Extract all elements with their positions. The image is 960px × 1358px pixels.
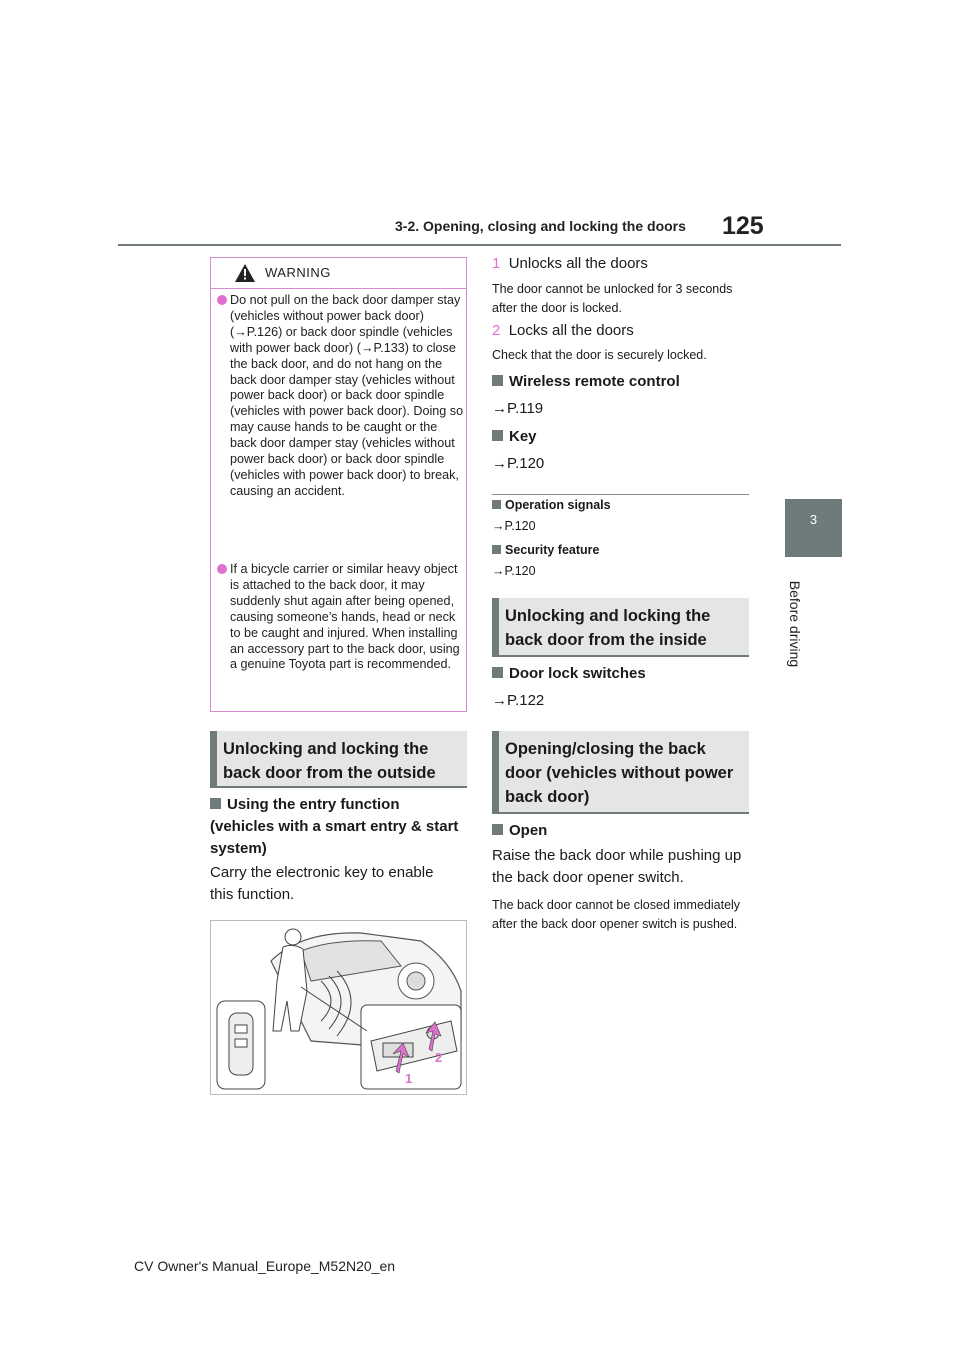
car-back-door-illustration <box>211 921 466 1094</box>
security-feature-heading <box>492 543 599 557</box>
square-bullet-icon <box>492 545 501 554</box>
square-bullet-icon <box>492 500 501 509</box>
divider <box>492 494 749 495</box>
operation-signals-ref[interactable]: →P.120 <box>492 519 536 533</box>
illustration-label-2: 2 <box>435 1050 443 1065</box>
entry-function-heading <box>210 794 467 860</box>
square-bullet-icon <box>492 430 503 441</box>
square-bullet-icon <box>492 667 503 678</box>
warning-header <box>211 258 466 289</box>
door-lock-heading <box>492 663 646 685</box>
step-number: 1 <box>492 255 501 272</box>
running-header-section: 3-2. Opening, closing and locking the doors <box>395 218 686 234</box>
open-text: Raise the back door while pushing up the back door opener switch. <box>492 847 742 886</box>
section-heading-opening: Opening/closing the back door (vehicles without power back door) <box>492 731 749 814</box>
chapter-label-text: Before driving <box>787 580 803 668</box>
square-bullet-icon <box>492 375 503 386</box>
bullet-icon <box>217 295 227 305</box>
header-rule <box>118 244 841 246</box>
square-bullet-icon <box>210 798 221 809</box>
step-2 <box>492 320 634 342</box>
step-1-note: The door cannot be unlocked for 3 seconds after the door is locked. <box>492 282 733 315</box>
open-heading-text: Open <box>509 822 548 839</box>
warning-item-text: Do not pull on the back door damper stay (vehicles without power back door) (→P.126) or back door spindle (vehicles with power back door) (→P.133) to close the back door, and do not hang on the back door damper stay (vehicles without power back door) or back door spindle (vehicles with power back door). Doing so may cause hands to be caught or the back door damper stay (vehicles without power back door) or back door spindle (vehicles with power back door) to break, causing an accident. <box>230 293 464 498</box>
warning-triangle-icon <box>235 264 255 282</box>
wireless-heading-text: Wireless remote control <box>509 373 680 390</box>
entry-function-heading-text: Using the entry function (vehicles with a smart entry & start system) <box>210 796 459 857</box>
chapter-number: 3 <box>809 512 818 527</box>
security-feature-ref[interactable]: →P.120 <box>492 564 536 578</box>
bullet-icon <box>217 564 227 574</box>
square-bullet-icon <box>492 824 503 835</box>
step-number: 2 <box>492 322 501 339</box>
warning-box <box>210 257 467 712</box>
wireless-ref[interactable]: →P.119 <box>492 400 544 417</box>
illustration-smart-entry <box>210 920 467 1095</box>
open-note: The back door cannot be closed immediately after the back door opener switch is pushed. <box>492 898 741 931</box>
operation-signals-text: Operation signals <box>505 498 611 512</box>
chapter-tab <box>785 499 842 557</box>
door-lock-ref[interactable]: →P.122 <box>492 692 545 709</box>
page-number: 125 <box>722 212 764 240</box>
key-heading-text: Key <box>509 428 537 445</box>
step-label: Unlocks all the doors <box>508 255 648 272</box>
key-heading <box>492 426 537 448</box>
step-1 <box>492 253 648 275</box>
open-heading <box>492 820 547 842</box>
chapter-label <box>735 570 855 690</box>
wireless-heading <box>492 371 680 393</box>
step-label: Locks all the doors <box>508 322 634 339</box>
section-heading-inside: Unlocking and locking the back door from the inside <box>492 598 749 657</box>
warning-title: WARNING <box>265 265 331 280</box>
door-lock-heading-text: Door lock switches <box>509 665 646 682</box>
entry-function-text: Carry the electronic key to enable this function. <box>210 864 434 903</box>
warning-item-text: If a bicycle carrier or similar heavy object is attached to the back door, it may suddenly shut again after being opened, causing someone’s hands, head or neck to be caught and injured. When installing an accessory part to the back door, using a genuine Toyota part is recommended. <box>230 562 460 672</box>
footer-manual-id: CV Owner's Manual_Europe_M52N20_en <box>134 1258 396 1274</box>
illustration-label-1: 1 <box>405 1071 413 1086</box>
step-2-note: Check that the door is securely locked. <box>492 348 707 362</box>
security-feature-text: Security feature <box>505 543 600 557</box>
section-heading-outside: Unlocking and locking the back door from the outside <box>210 731 467 788</box>
key-ref[interactable]: →P.120 <box>492 455 545 472</box>
operation-signals-heading <box>492 498 611 512</box>
